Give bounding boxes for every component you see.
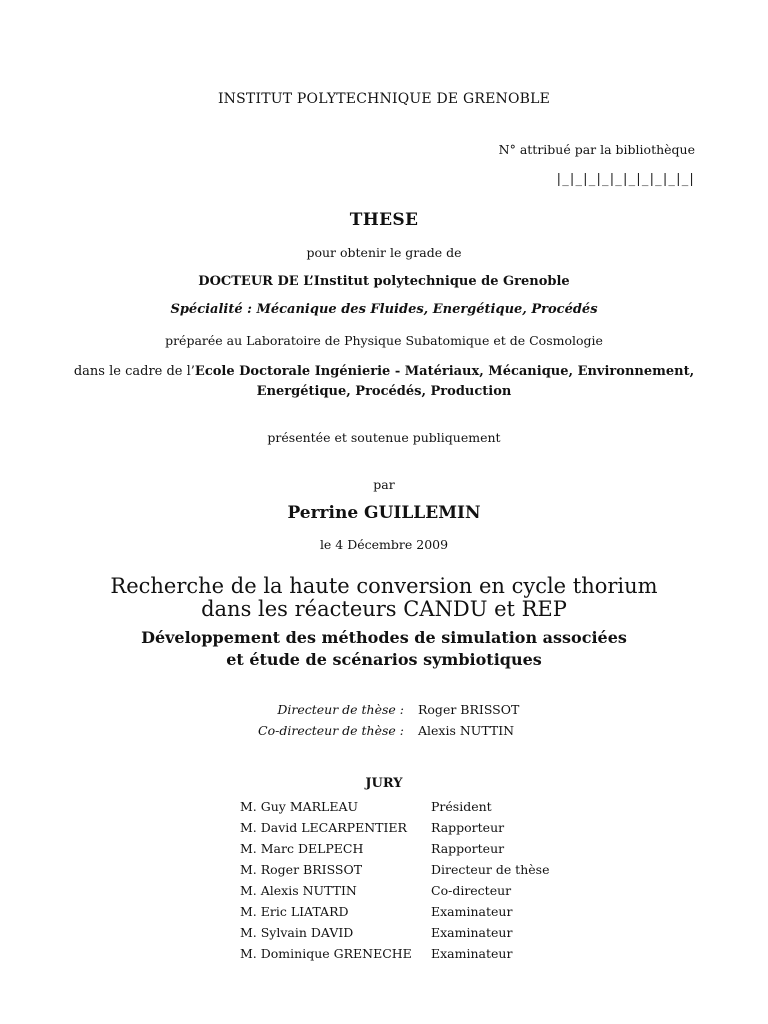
jury-member-role: Examinateur <box>431 904 513 919</box>
jury-row <box>240 862 549 883</box>
jury-heading: JURY <box>365 776 403 791</box>
codirector-name: Alexis NUTTIN <box>418 723 515 738</box>
jury-member-role: Rapporteur <box>431 820 505 835</box>
thesis-heading: THESE <box>349 210 419 230</box>
specialty: Spécialité : Mécanique des Fluides, Energétique, Procédés <box>170 302 598 317</box>
jury-member-name: M. Guy MARLEAU <box>240 799 359 814</box>
director-name: Roger BRISSOT <box>418 702 520 717</box>
grade-intro: pour obtenir le grade de <box>306 245 462 260</box>
jury-member-role: Président <box>431 799 492 814</box>
degree-title: DOCTEUR DE L’Institut polytechnique de Grenoble <box>198 274 570 289</box>
director-role: Directeur de thèse : <box>277 702 404 717</box>
jury-member-role: Directeur de thèse <box>431 862 550 877</box>
jury-row <box>240 946 549 967</box>
jury-member-role: Examinateur <box>431 925 513 940</box>
doctoral-school-prefix: dans le cadre de l’ <box>73 364 195 379</box>
institute-name: INSTITUT POLYTECHNIQUE DE GRENOBLE <box>217 91 551 107</box>
jury-member-name: M. Roger BRISSOT <box>240 862 363 877</box>
jury-member-name: M. Alexis NUTTIN <box>240 883 357 898</box>
doctoral-school-name: Ecole Doctorale Ingénierie - Matériaux, Mécanique, Environnement, <box>194 364 695 379</box>
laboratory: préparée au Laboratoire de Physique Subatomique et de Cosmologie <box>165 333 603 348</box>
doctoral-school-line-1 <box>0 364 768 379</box>
jury-table <box>240 799 549 967</box>
library-number-boxes: |_|_|_|_|_|_|_|_|_|_| <box>556 172 695 187</box>
jury-row <box>240 820 549 841</box>
jury-member-name: M. Marc DELPECH <box>240 841 364 856</box>
jury-row <box>240 841 549 862</box>
jury-row <box>240 925 549 946</box>
jury-row <box>240 904 549 925</box>
thesis-title-line-2: dans les réacteurs CANDU et REP <box>201 597 567 621</box>
jury-row <box>240 883 549 904</box>
doctoral-school-line-2: Energétique, Procédés, Production <box>256 384 512 399</box>
jury-member-name: M. David LECARPENTIER <box>240 820 407 835</box>
jury-member-role: Rapporteur <box>431 841 505 856</box>
by-label: par <box>373 477 395 492</box>
library-number-label: N° attribué par la bibliothèque <box>498 142 695 157</box>
jury-row <box>240 799 549 820</box>
jury-member-name: M. Sylvain DAVID <box>240 925 354 940</box>
presentation-note: présentée et soutenue publiquement <box>267 430 501 445</box>
thesis-subtitle-line-2: et étude de scénarios symbiotiques <box>226 650 542 669</box>
jury-member-name: M. Dominique GRENECHE <box>240 946 412 961</box>
jury-member-role: Examinateur <box>431 946 513 961</box>
author-name: Perrine GUILLEMIN <box>287 503 481 523</box>
defense-date: le 4 Décembre 2009 <box>319 537 449 552</box>
jury-member-role: Co-directeur <box>431 883 512 898</box>
codirector-role: Co-directeur de thèse : <box>258 723 404 738</box>
jury-member-name: M. Eric LIATARD <box>240 904 349 919</box>
thesis-title-line-1: Recherche de la haute conversion en cycle thorium <box>110 574 658 598</box>
thesis-subtitle-line-1: Développement des méthodes de simulation associées <box>141 628 627 647</box>
